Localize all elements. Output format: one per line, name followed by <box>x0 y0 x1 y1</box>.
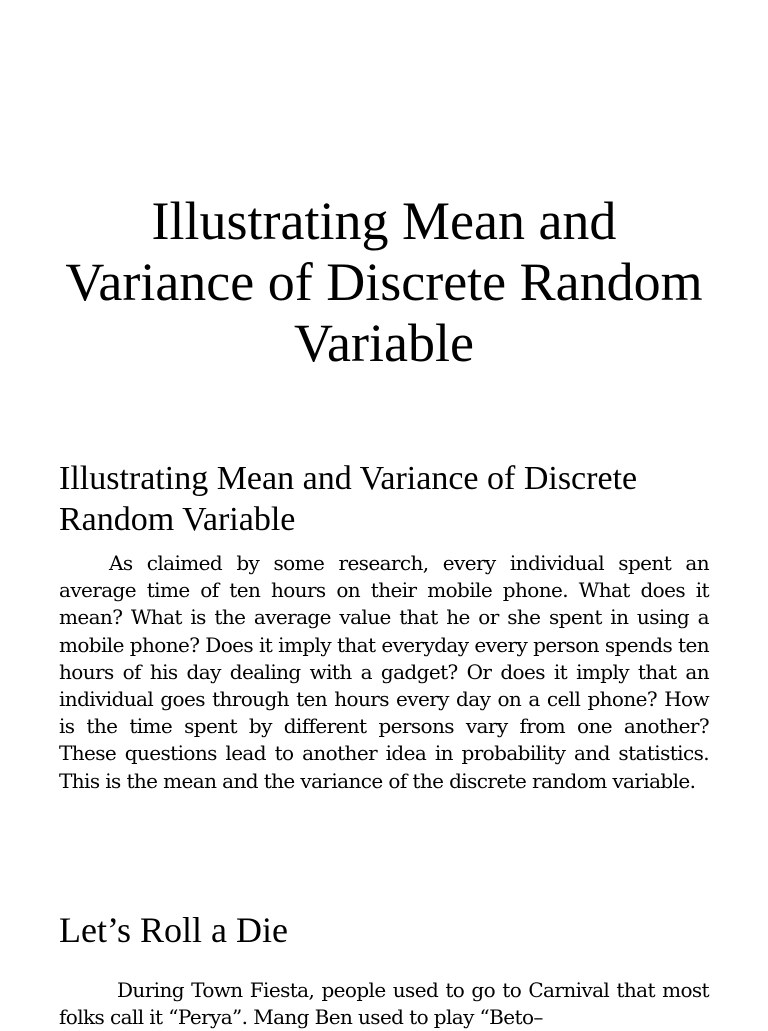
paragraph-intro: As claimed by some research, every individual spent an average time of ten hours on their mobile phone. What does it mean? What is the average value that he or she spent in using a mobile phone? Does it imply that everyday every person spends ten hours of his day dealing with a gadget? Or does it imply that an individual goes through ten hours every day on a cell phone? How is the time spent by different persons vary from one another? These questions lead to another idea in probability and statistics. This is the mean and the variance of the discrete random variable. <box>59 551 709 793</box>
section-heading-lets-roll-a-die: Let’s Roll a Die <box>59 910 288 950</box>
paragraph-town-fiesta: During Town Fiesta, people used to go to Carnival that most folks call it “Perya”. Mang Ben used to play “Beto– <box>59 978 709 1030</box>
section-heading-illustrating-mean-variance: Illustrating Mean and Variance of Discrete Random Variable <box>59 460 638 538</box>
document-title: Illustrating Mean and Variance of Discrete Random Variable <box>65 191 703 374</box>
